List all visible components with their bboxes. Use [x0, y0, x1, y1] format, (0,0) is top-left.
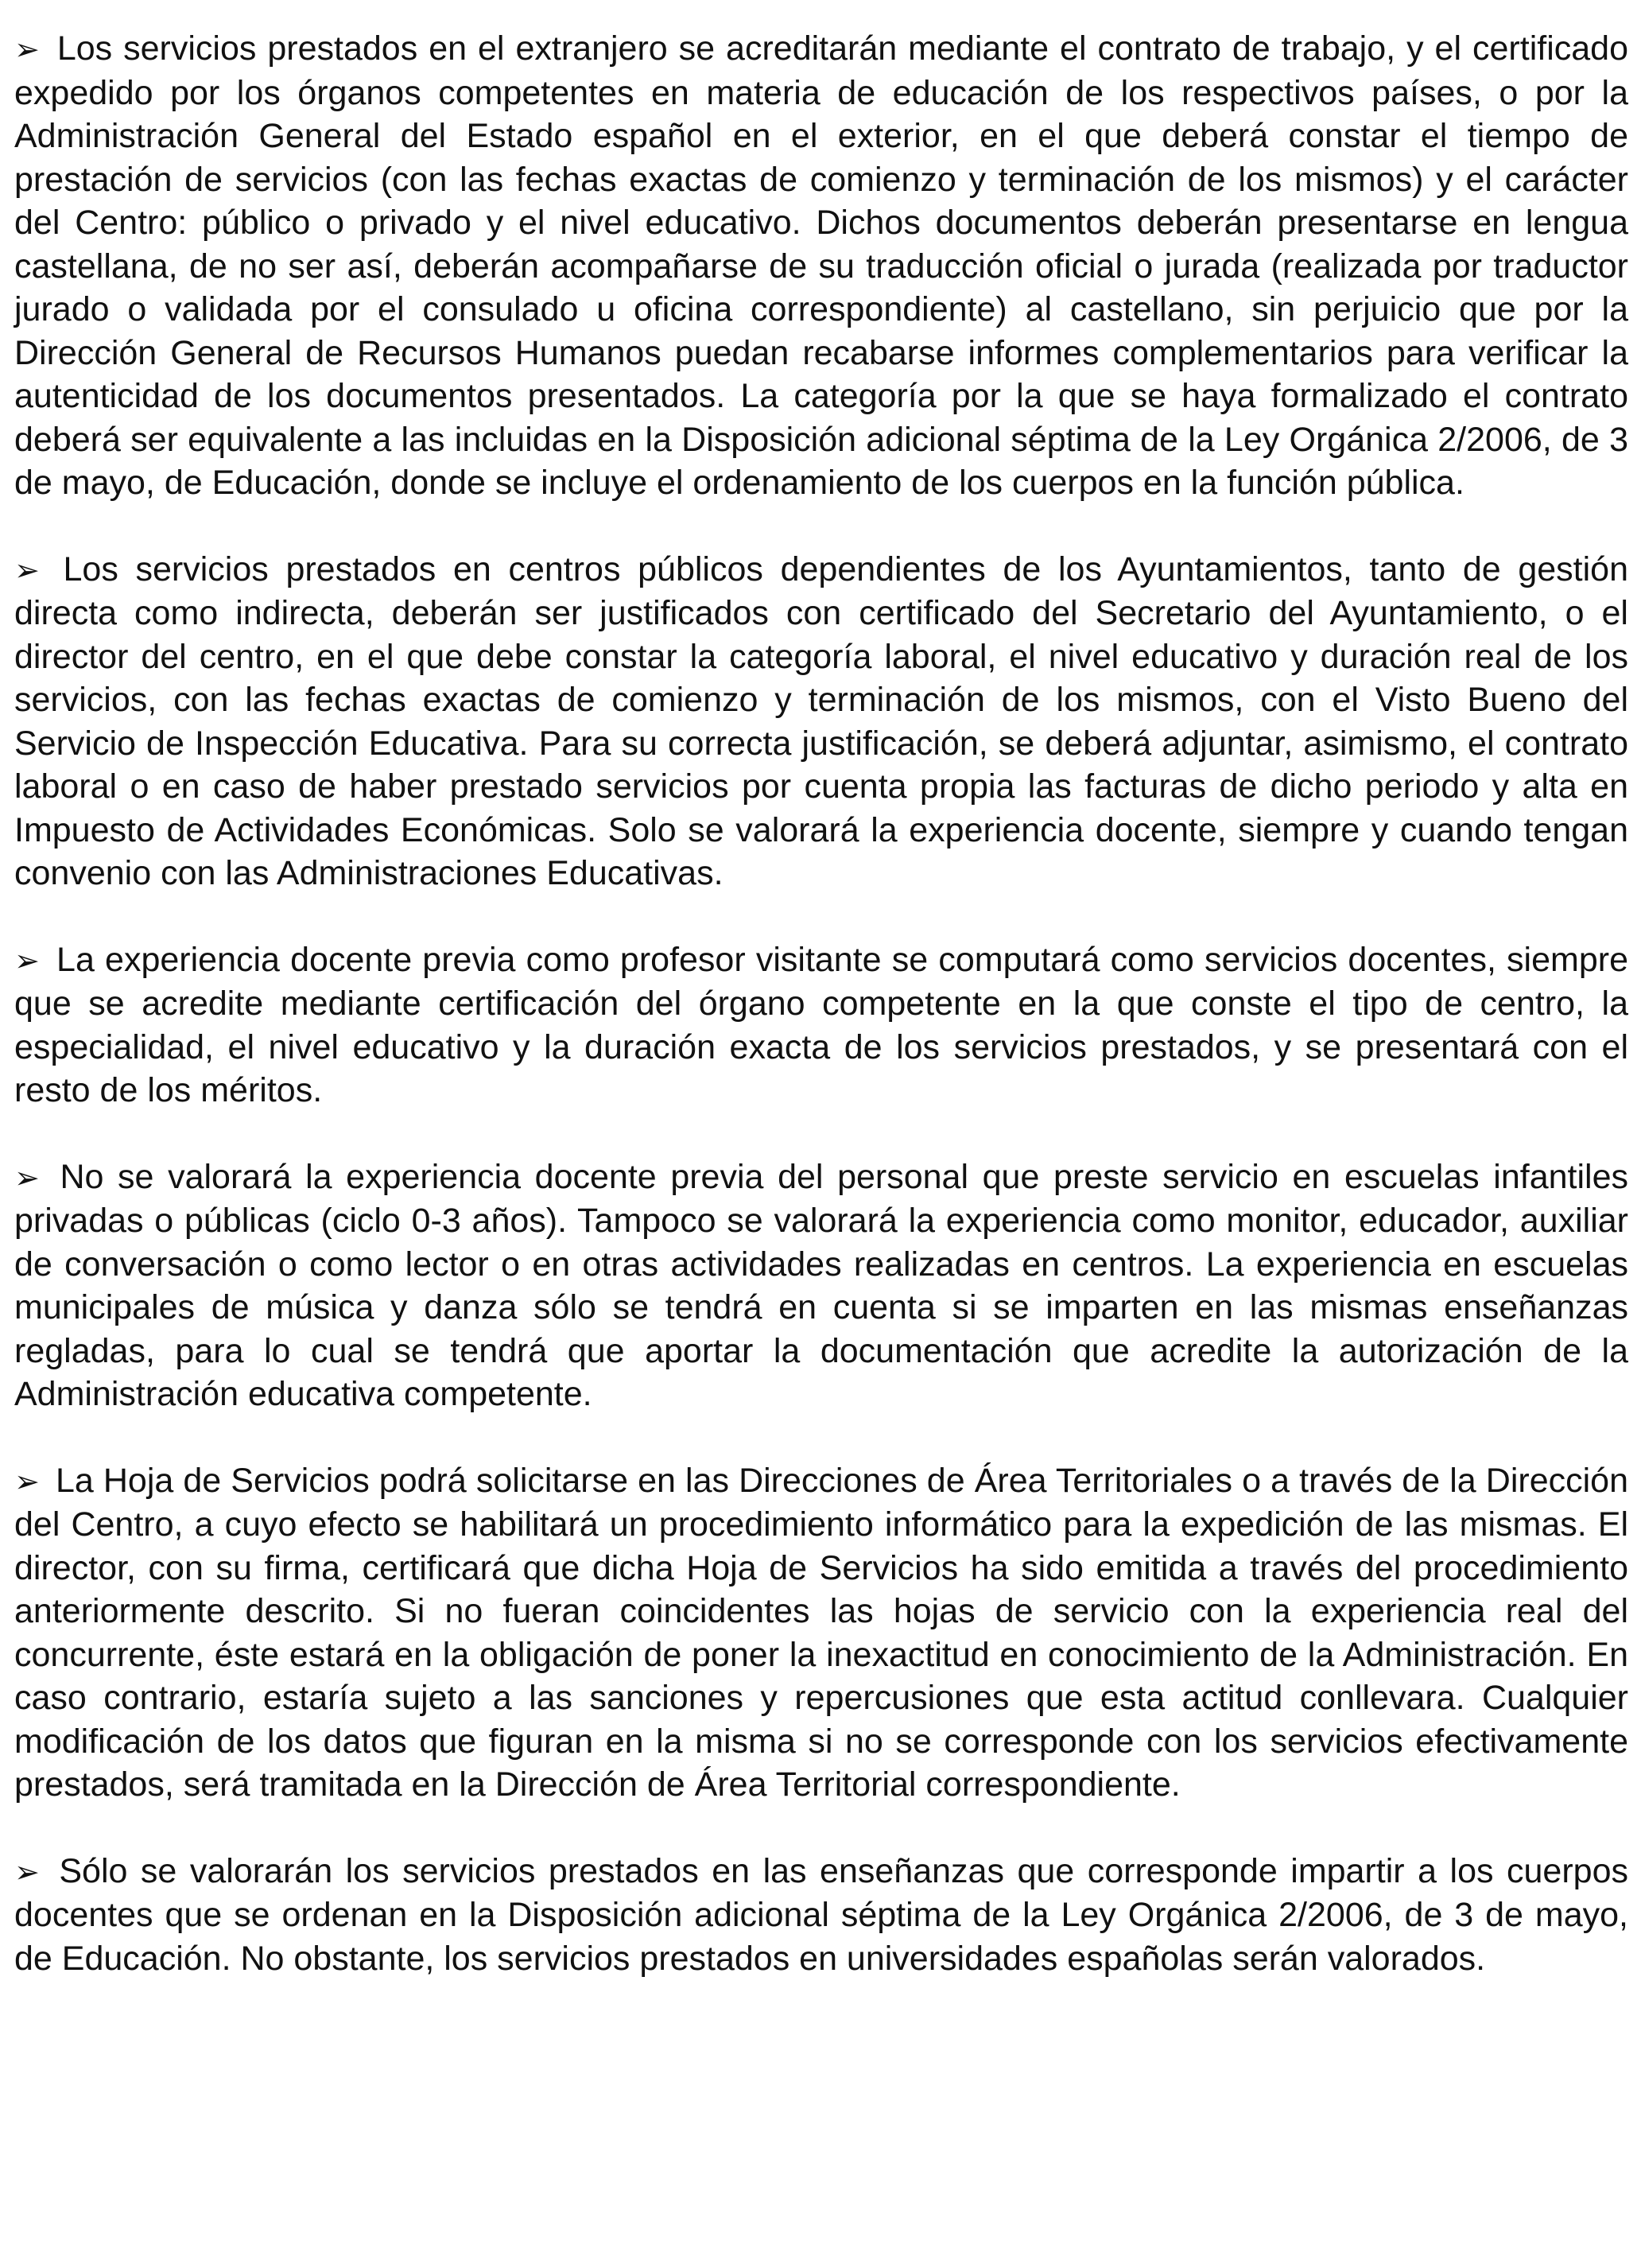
paragraph-text: Los servicios prestados en centros públicos dependientes de los Ayuntamientos, tanto de gestión directa como indirecta, deberán ser justificados con certificado del Secretario del Ayuntamiento, o el director del centro, en el que debe constar la categoría laboral, el nivel educativo y duración real de los servicios, con las fechas exactas de comienzo y terminación de los mismos, con el Visto Bueno del Servicio de Inspección Educativa. Para su correcta justificación, se deberá adjuntar, asimismo, el contrato laboral o en caso de haber prestado servicios por cuenta propia las facturas de dicho periodo y alta en Impuesto de Actividades Económicas. Solo se valorará la experiencia docente, siempre y cuando tengan convenio con las Administraciones Educativas. [14, 550, 1628, 892]
paragraph-text: La experiencia docente previa como profesor visitante se computará como servicios docentes, siempre que se acredite mediante certificación del órgano competente en la que conste el tipo de centro, la especialidad, el nivel educativo y la duración exacta de los servicios prestados, y se presentará con el resto de los méritos. [14, 940, 1628, 1109]
arrow-bullet-icon: ➢ [14, 1854, 40, 1889]
paragraph-text: La Hoja de Servicios podrá solicitarse en las Direcciones de Área Territoriales o a través de la Dirección del Centro, a cuyo efecto se habilitará un procedimiento informático para la expedición de las mismas. El director, con su firma, certificará que dicha Hoja de Servicios ha sido emitida a través del procedimiento anteriormente descrito. Si no fueran coincidentes las hojas de servicio con la experiencia real del concurrente, éste estará en la obligación de poner la inexactitud en conocimiento de la Administración. En caso contrario, estaría sujeto a las sanciones y repercusiones que esta actitud conllevara. Cualquier modificación de los datos que figuran en la misma si no se corresponde con los servicios efectivamente prestados, será tramitada en la Dirección de Área Territorial correspondiente. [14, 1461, 1628, 1804]
arrow-bullet-icon: ➢ [14, 1463, 40, 1499]
paragraph-hoja-servicios [14, 1459, 1628, 1807]
paragraph-text: No se valorará la experiencia docente previa del personal que preste servicio en escuelas infantiles privadas o públicas (ciclo 0-3 años). Tampoco se valorará la experiencia como monitor, educador, auxiliar de conversación o como lector o en otras actividades realizadas en centros. La experiencia en escuelas municipales de música y danza sólo se tendrá en cuenta si se imparten en las mismas enseñanzas regladas, para lo cual se tendrá que aportar la documentación que acredite la autorización de la Administración educativa competente. [14, 1157, 1628, 1413]
paragraph-text: Sólo se valorarán los servicios prestados en las enseñanzas que corresponde impartir a los cuerpos docentes que se ordenan en la Disposición adicional séptima de la Ley Orgánica 2/2006, de 3 de mayo, de Educación. No obstante, los servicios prestados en universidades españolas serán valorados. [14, 1851, 1628, 1978]
arrow-bullet-icon: ➢ [14, 32, 40, 67]
paragraph-text: Los servicios prestados en el extranjero se acreditarán mediante el contrato de trabajo, y el certificado expedido por los órganos competentes en materia de educación de los respectivos países, o por la Administración General del Estado español en el exterior, en el que deberá constar el tiempo de prestación de servicios (con las fechas exactas de comienzo y terminación de los mismos) y el carácter del Centro: público o privado y el nivel educativo. Dichos documentos deberán presentarse en lengua castellana, de no ser así, deberán acompañarse de su traducción oficial o jurada (realizada por traductor jurado o validada por el consulado u oficina correspondiente) al castellano, sin perjuicio que por la Dirección General de Recursos Humanos puedan recabarse informes complementarios para verificar la autenticidad de los documentos presentados. La categoría por la que se haya formalizado el contrato deberá ser equivalente a las incluidas en la Disposición adicional séptima de la Ley Orgánica 2/2006, de 3 de mayo, de Educación, donde se incluye el ordenamiento de los cuerpos en la función pública. [14, 29, 1628, 502]
paragraph-no-valorara [14, 1155, 1628, 1416]
paragraph-solo-valoraran [14, 1850, 1628, 1981]
paragraph-ayuntamientos [14, 548, 1628, 895]
paragraph-extranjero [14, 27, 1628, 505]
arrow-bullet-icon: ➢ [14, 552, 40, 588]
arrow-bullet-icon: ➢ [14, 1159, 40, 1195]
document-page [14, 27, 1628, 2023]
paragraph-profesor-visitante [14, 938, 1628, 1113]
arrow-bullet-icon: ➢ [14, 942, 40, 978]
